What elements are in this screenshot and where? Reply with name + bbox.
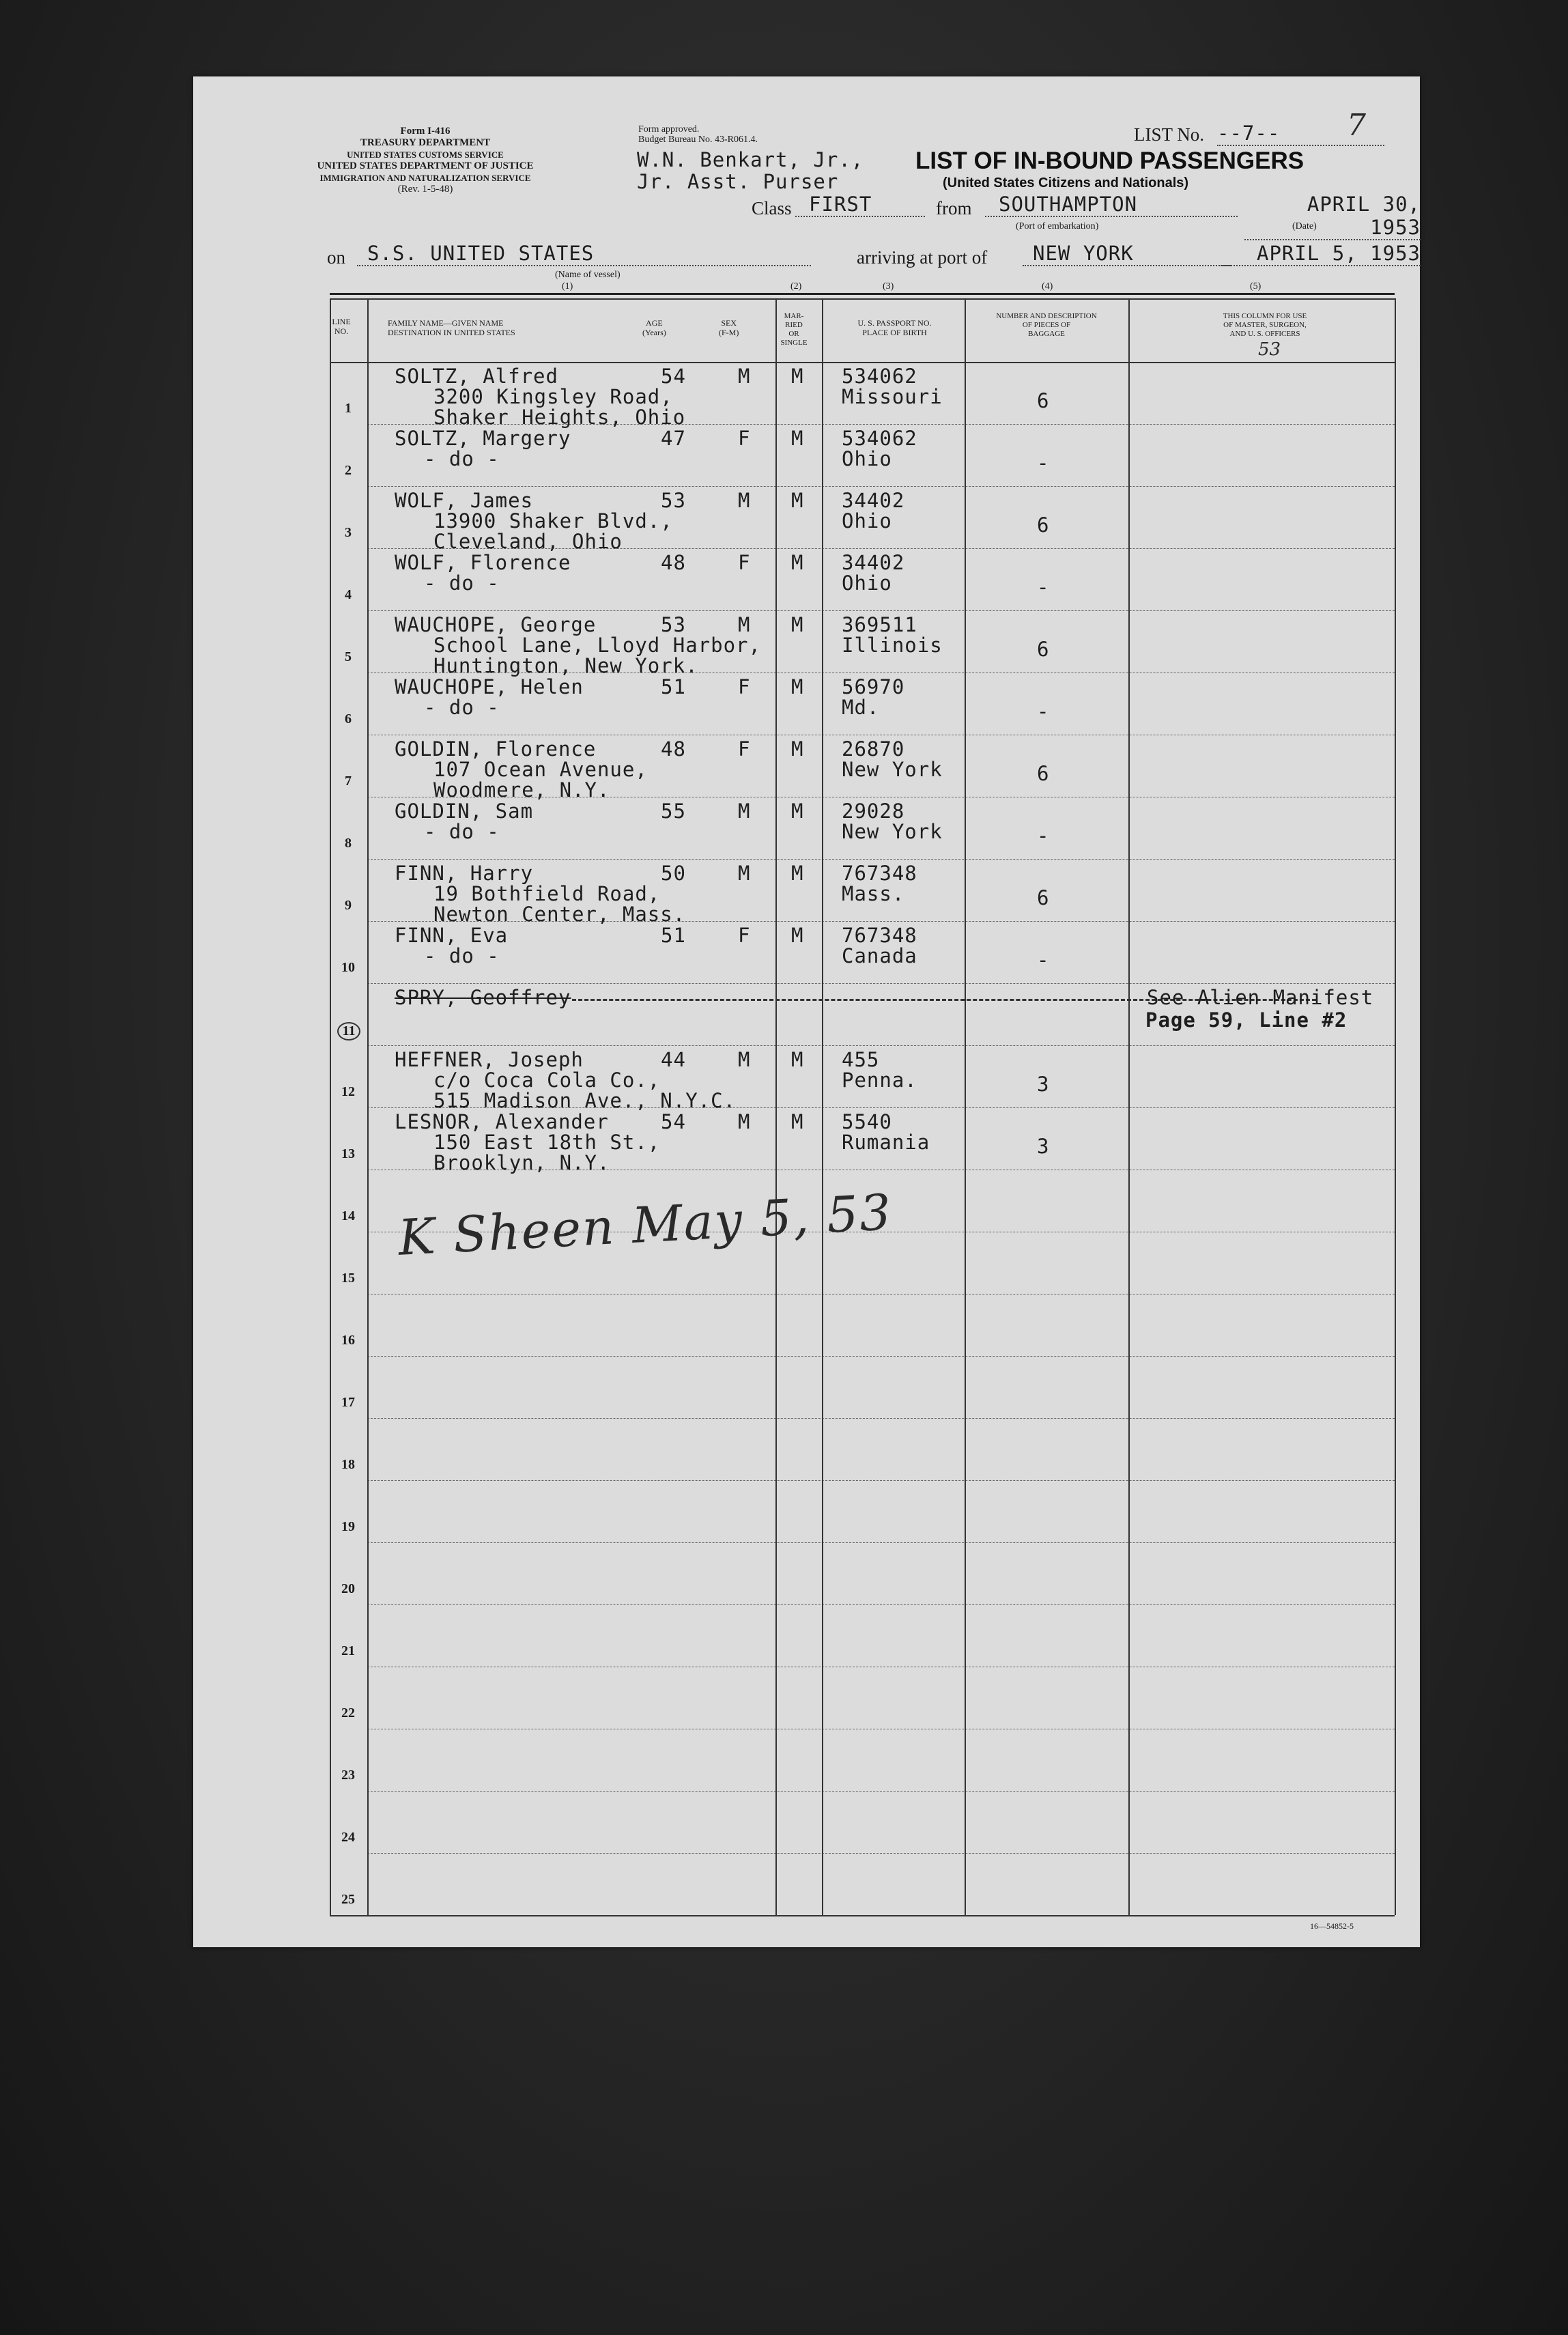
- passport-number: 5540: [842, 1110, 892, 1133]
- form-number: Form I-416: [400, 126, 451, 137]
- passenger-age: 54: [661, 365, 686, 388]
- baggage-count: 6: [1037, 638, 1050, 661]
- destination-line-1: - do -: [424, 820, 500, 843]
- row-divider: [367, 1045, 1395, 1046]
- line-number: 4: [345, 587, 352, 602]
- baggage-count: 6: [1037, 886, 1050, 909]
- passenger-sex: F: [738, 924, 751, 947]
- line-number: 14: [341, 1208, 355, 1223]
- date-caption: (Date): [1292, 221, 1317, 231]
- col-num-1: (1): [562, 281, 573, 292]
- passenger-name: WOLF, Florence: [395, 551, 571, 574]
- place-of-birth: Illinois: [842, 634, 943, 657]
- alien-manifest-note: See Alien Manifest: [1147, 986, 1374, 1009]
- place-of-birth: Ohio: [842, 447, 892, 470]
- arriving-label: arriving at port of: [857, 247, 988, 268]
- list-no-typed: --7--: [1217, 122, 1281, 145]
- header-line-no: LINE NO.: [332, 317, 351, 336]
- passenger-name: SPRY, Geoffrey: [395, 986, 571, 1009]
- column-divider: [1395, 298, 1396, 1915]
- embark-caption: (Port of embarkation): [1016, 221, 1099, 231]
- destination-line-1: 3200 Kingsley Road,: [433, 385, 673, 408]
- class-value: FIRST: [795, 193, 925, 217]
- row-divider: [367, 1542, 1395, 1543]
- place-of-birth: Canada: [842, 944, 917, 967]
- manifest-page: [193, 76, 1420, 1947]
- baggage-count: -: [1037, 824, 1050, 847]
- marital-status: M: [791, 365, 804, 388]
- line-number: 11: [337, 1022, 360, 1041]
- form-approved: Form approved.: [638, 124, 700, 135]
- passenger-name: WAUCHOPE, Helen: [395, 675, 584, 698]
- alien-manifest-ref: Page 59, Line #2: [1145, 1008, 1348, 1032]
- row-divider: [367, 859, 1395, 860]
- line-number: 24: [341, 1830, 355, 1845]
- place-of-birth: Penna.: [842, 1069, 917, 1092]
- destination-line-1: 13900 Shaker Blvd.,: [433, 509, 673, 533]
- dept-customs: UNITED STATES CUSTOMS SERVICE: [347, 150, 504, 160]
- dept-immigration: IMMIGRATION AND NATURALIZATION SERVICE: [319, 173, 531, 183]
- passport-number: 34402: [842, 551, 905, 574]
- line-number: 21: [341, 1643, 355, 1658]
- row-divider: [367, 1853, 1395, 1854]
- line-number: 18: [341, 1457, 355, 1472]
- place-of-birth: Mass.: [842, 882, 905, 905]
- marital-status: M: [791, 489, 804, 512]
- header-sex: SEX (F-M): [719, 318, 739, 337]
- column-divider: [1128, 298, 1130, 1915]
- line-number: 1: [345, 401, 352, 416]
- destination-line-1: - do -: [424, 944, 500, 967]
- passenger-age: 48: [661, 551, 686, 574]
- passport-number: 56970: [842, 675, 905, 698]
- marital-status: M: [791, 924, 804, 947]
- line-number: 10: [341, 960, 355, 975]
- page-title: LIST OF IN-BOUND PASSENGERS: [915, 147, 1305, 174]
- officer-title: Jr. Asst. Purser: [637, 170, 839, 193]
- passport-number: 534062: [842, 365, 917, 388]
- line-number: 8: [345, 836, 352, 851]
- destination-line-2: Huntington, New York.: [433, 654, 698, 677]
- passenger-age: 55: [661, 799, 686, 823]
- passenger-name: LESNOR, Alexander: [395, 1110, 609, 1133]
- line-number: 16: [341, 1333, 355, 1348]
- passport-number: 455: [842, 1048, 880, 1071]
- officer-name: W.N. Benkart, Jr.,: [637, 148, 864, 171]
- list-date-year: 53: [1395, 216, 1421, 239]
- destination-line-2: Cleveland, Ohio: [433, 530, 623, 553]
- column-divider: [775, 298, 777, 1915]
- destination-line-1: c/o Coca Cola Co.,: [433, 1069, 661, 1092]
- line-number: 2: [345, 463, 352, 478]
- place-of-birth: Ohio: [842, 571, 892, 595]
- passenger-age: 53: [661, 613, 686, 636]
- passenger-sex: F: [738, 737, 751, 761]
- table-top-border: [330, 298, 1395, 300]
- footer-code: 16—54852-5: [1310, 1921, 1354, 1931]
- row-divider: [367, 1480, 1395, 1481]
- place-of-birth: New York: [842, 758, 943, 781]
- passenger-sex: F: [738, 675, 751, 698]
- officers-handwritten: 53: [1258, 339, 1281, 360]
- port-embarkation: SOUTHAMPTON: [985, 193, 1238, 217]
- marital-status: M: [791, 1048, 804, 1071]
- place-of-birth: Missouri: [842, 385, 943, 408]
- line-number: 17: [341, 1395, 355, 1410]
- header-passport: U. S. PASSPORT NO. PLACE OF BIRTH: [857, 318, 932, 337]
- line-number: 23: [341, 1768, 355, 1783]
- from-label: from: [936, 198, 972, 218]
- header-age: AGE (Years): [642, 318, 666, 337]
- page-subtitle: (United States Citizens and Nationals): [943, 175, 1189, 190]
- passport-number: 369511: [842, 613, 917, 636]
- passenger-name: FINN, Harry: [395, 862, 534, 885]
- passenger-sex: M: [738, 365, 751, 388]
- passport-number: 26870: [842, 737, 905, 761]
- baggage-count: -: [1037, 700, 1050, 723]
- on-label: on: [327, 247, 345, 268]
- line-number: 6: [345, 711, 352, 726]
- vessel-name: S.S. UNITED STATES: [357, 242, 811, 266]
- marital-status: M: [791, 799, 804, 823]
- destination-line-2: 515 Madison Ave., N.Y.C.: [433, 1089, 737, 1112]
- form-revision: (Rev. 1-5-48): [397, 184, 453, 195]
- row-divider: [367, 1356, 1395, 1357]
- line-number: 5: [345, 649, 352, 664]
- passport-number: 767348: [842, 924, 917, 947]
- passenger-sex: M: [738, 1048, 751, 1071]
- marital-status: M: [791, 1110, 804, 1133]
- passenger-sex: M: [738, 862, 751, 885]
- baggage-count: -: [1037, 576, 1050, 599]
- table-top-rule: [330, 293, 1395, 295]
- line-number: 9: [345, 898, 352, 913]
- destination-line-1: 107 Ocean Avenue,: [433, 758, 648, 781]
- list-no-handwritten: 7: [1347, 108, 1366, 143]
- list-no-label: LIST No.: [1134, 124, 1205, 145]
- line-number: 12: [341, 1084, 355, 1099]
- passenger-name: GOLDIN, Florence: [395, 737, 597, 761]
- passenger-sex: M: [738, 799, 751, 823]
- baggage-count: -: [1037, 451, 1050, 475]
- passenger-name: GOLDIN, Sam: [395, 799, 534, 823]
- row-divider: [367, 1791, 1395, 1792]
- line-number: 15: [341, 1271, 355, 1286]
- passenger-name: SOLTZ, Alfred: [395, 365, 558, 388]
- line-number: 13: [341, 1146, 355, 1161]
- destination-line-2: Newton Center, Mass.: [433, 903, 686, 926]
- line-number: 3: [345, 525, 352, 540]
- place-of-birth: Rumania: [842, 1131, 930, 1154]
- passenger-name: SOLTZ, Margery: [395, 427, 571, 450]
- marital-status: M: [791, 737, 804, 761]
- marital-status: M: [791, 675, 804, 698]
- baggage-count: 6: [1037, 762, 1050, 785]
- marital-status: M: [791, 551, 804, 574]
- col-num-2: (2): [790, 281, 802, 292]
- passenger-sex: F: [738, 551, 751, 574]
- passport-number: 534062: [842, 427, 917, 450]
- vessel-caption: (Name of vessel): [555, 270, 621, 280]
- passenger-name: HEFFNER, Joseph: [395, 1048, 584, 1071]
- row-divider: [367, 610, 1395, 611]
- passenger-name: FINN, Eva: [395, 924, 509, 947]
- col-num-4: (4): [1042, 281, 1053, 292]
- line-number: 25: [341, 1892, 355, 1907]
- baggage-count: 3: [1037, 1073, 1050, 1096]
- destination-line-1: 150 East 18th St.,: [433, 1131, 661, 1154]
- passenger-age: 51: [661, 924, 686, 947]
- header-officers: THIS COLUMN FOR USE OF MASTER, SURGEON, AND U. S. OFFICERS: [1223, 312, 1307, 338]
- line-number: 22: [341, 1706, 355, 1721]
- passport-number: 34402: [842, 489, 905, 512]
- line-number: 7: [345, 774, 352, 789]
- destination-line-1: 19 Bothfield Road,: [433, 882, 661, 905]
- passport-number: 767348: [842, 862, 917, 885]
- destination-line-2: Brooklyn, N.Y.: [433, 1151, 610, 1174]
- column-divider: [367, 298, 369, 1915]
- col-num-5: (5): [1250, 281, 1261, 292]
- passenger-age: 53: [661, 489, 686, 512]
- place-of-birth: Ohio: [842, 509, 892, 533]
- class-label: Class: [752, 198, 792, 218]
- passenger-sex: F: [738, 427, 751, 450]
- inspector-signature: K Sheen May 5, 53: [397, 1183, 894, 1266]
- arrival-date-text: APRIL 5, 19: [1257, 242, 1396, 265]
- destination-line-2: Woodmere, N.Y.: [433, 778, 610, 802]
- place-of-birth: New York: [842, 820, 943, 843]
- arrival-date-year: 53: [1395, 242, 1421, 265]
- passenger-sex: M: [738, 613, 751, 636]
- destination-line-1: - do -: [424, 447, 500, 470]
- place-of-birth: Md.: [842, 696, 880, 719]
- row-divider: [367, 1604, 1395, 1605]
- passenger-age: 50: [661, 862, 686, 885]
- arrival-port: NEW YORK: [1023, 242, 1231, 266]
- passenger-age: 48: [661, 737, 686, 761]
- col-num-3: (3): [883, 281, 894, 292]
- column-divider: [822, 298, 823, 1915]
- destination-line-1: - do -: [424, 696, 500, 719]
- column-divider: [965, 298, 966, 1915]
- arrival-date: [1221, 242, 1421, 266]
- passenger-name: WAUCHOPE, George: [395, 613, 597, 636]
- form-header-left: [316, 126, 534, 195]
- destination-line-1: - do -: [424, 571, 500, 595]
- line-number: 20: [341, 1581, 355, 1596]
- list-date: [1244, 193, 1421, 240]
- passenger-age: 54: [661, 1110, 686, 1133]
- column-divider: [330, 298, 331, 1915]
- header-baggage: NUMBER AND DESCRIPTION OF PIECES OF BAGGAGE: [996, 312, 1097, 338]
- line-number: 19: [341, 1519, 355, 1534]
- baggage-count: 6: [1037, 389, 1050, 412]
- list-date-text: APRIL 30, 19: [1307, 193, 1421, 239]
- budget-bureau: Budget Bureau No. 43-R061.4.: [638, 135, 758, 145]
- passenger-age: 47: [661, 427, 686, 450]
- passenger-age: 51: [661, 675, 686, 698]
- passenger-sex: M: [738, 1110, 751, 1133]
- row-divider: [367, 486, 1395, 487]
- baggage-count: -: [1037, 948, 1050, 972]
- marital-status: M: [791, 427, 804, 450]
- passport-number: 29028: [842, 799, 905, 823]
- passenger-age: 44: [661, 1048, 686, 1071]
- header-bottom-border: [330, 362, 1395, 363]
- marital-status: M: [791, 613, 804, 636]
- row-divider: [367, 1418, 1395, 1419]
- header-name: FAMILY NAME—GIVEN NAME DESTINATION IN UNITED STATES: [388, 318, 515, 337]
- header-married: MAR- RIED OR SINGLE: [780, 312, 808, 347]
- destination-line-2: Shaker Heights, Ohio: [433, 406, 686, 429]
- dept-justice: UNITED STATES DEPARTMENT OF JUSTICE: [317, 160, 534, 171]
- passenger-name: WOLF, James: [395, 489, 534, 512]
- dept-treasury: TREASURY DEPARTMENT: [360, 137, 491, 148]
- marital-status: M: [791, 862, 804, 885]
- row-divider: [367, 983, 1395, 984]
- destination-line-1: School Lane, Lloyd Harbor,: [433, 634, 761, 657]
- baggage-count: 6: [1037, 513, 1050, 537]
- passenger-sex: M: [738, 489, 751, 512]
- baggage-count: 3: [1037, 1135, 1050, 1158]
- table-bottom-border: [330, 1915, 1395, 1916]
